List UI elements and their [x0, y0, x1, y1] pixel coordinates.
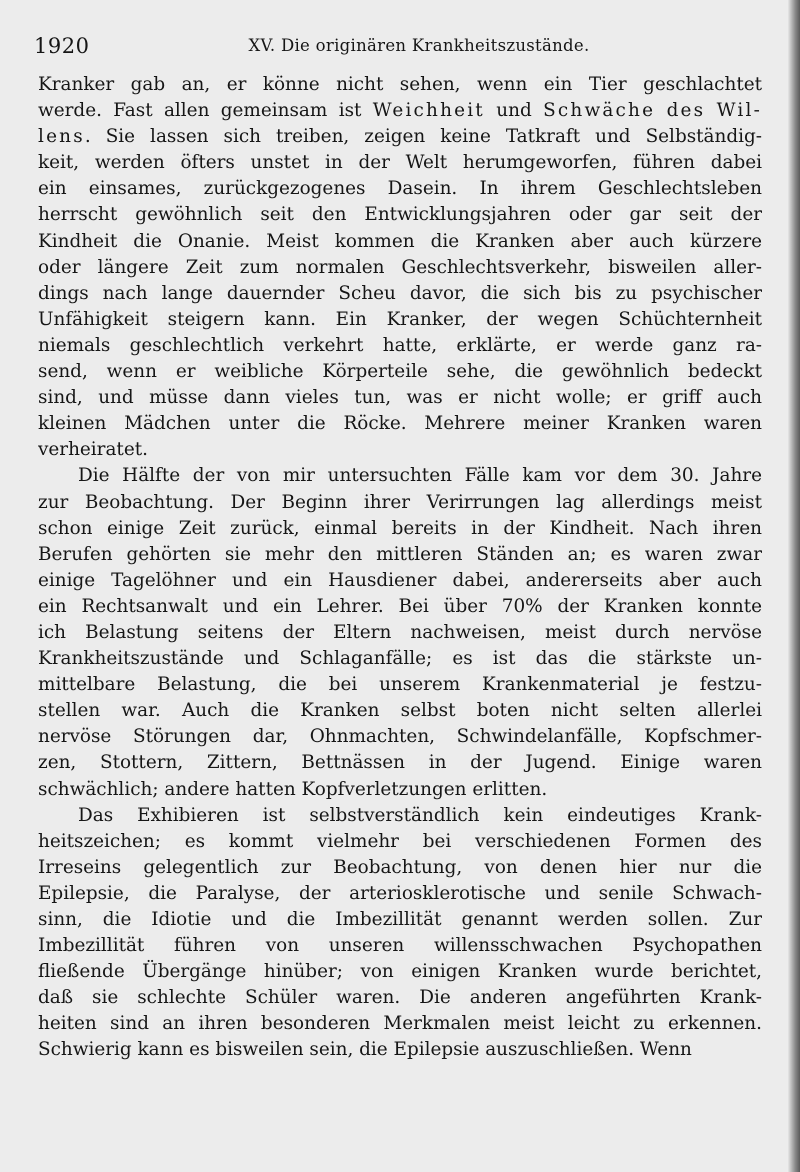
text-segment — [705, 100, 716, 121]
text-segment: herrscht gewöhnlich seit den Entwicklungsjahren oder gar seit der — [38, 204, 762, 226]
text-line — [38, 359, 762, 385]
text-segment: niemals geschlechtlich verkehrt hatte, erklärte, er werde ganz ra- — [38, 334, 762, 356]
text-line — [38, 307, 762, 333]
text-line — [38, 490, 762, 516]
paragraph — [38, 463, 762, 802]
spaced-emphasis: Weichheit — [372, 100, 485, 122]
running-head: XV. Die originären Krankheitszustände. — [248, 36, 590, 55]
paragraph — [38, 803, 762, 1064]
text-segment: Irreseins gelegentlich zur Beobachtung, von denen hier nur die — [38, 856, 762, 878]
text-segment: Berufen gehörten sie mehr den mittleren Ständen an; es waren zwar — [38, 543, 762, 565]
text-line — [38, 672, 762, 698]
page-number: 1920 — [34, 34, 90, 58]
text-line — [38, 281, 762, 307]
text-line — [38, 985, 762, 1011]
text-segment: nervöse Störungen dar, Ohnmachten, Schwindelanfälle, Kopfschmer- — [38, 726, 762, 748]
text-segment: einige Tagelöhner und ein Hausdiener dabei, andererseits aber auch — [38, 569, 762, 591]
text-segment: und — [484, 100, 544, 122]
text-line — [38, 385, 762, 411]
text-line — [38, 855, 762, 881]
body-text — [38, 72, 762, 1064]
text-line — [38, 516, 762, 542]
spaced-emphasis: des — [666, 100, 706, 122]
text-line — [38, 229, 762, 255]
text-segment: zur Beobachtung. Der Beginn ihrer Verirrungen lag allerdings meist — [38, 491, 762, 513]
page-edge-shadow — [788, 0, 800, 1172]
text-line — [38, 333, 762, 359]
text-line — [38, 176, 762, 202]
text-segment: kleinen Mädchen unter die Röcke. Mehrere meiner Kranken waren — [38, 413, 762, 435]
text-line — [38, 777, 762, 803]
text-segment: ein einsames, zurückgezogenes Dasein. In ihrem Geschlechtsleben — [38, 178, 762, 200]
text-line — [38, 98, 762, 124]
text-line — [38, 646, 762, 672]
paragraph — [38, 72, 762, 463]
text-line — [38, 1037, 762, 1063]
text-segment: keit, werden öfters unstet in der Welt herumgeworfen, führen dabei — [38, 152, 762, 174]
text-segment: Unfähigkeit steigern kann. Ein Kranker, der wegen Schüchternheit — [38, 308, 762, 330]
text-segment: . Sie lassen sich treiben, zeigen keine Tatkraft und Selbständig- — [84, 126, 762, 148]
text-segment: heitszeichen; es kommt vielmehr bei verschiedenen Formen des — [38, 830, 762, 852]
text-line — [38, 411, 762, 437]
text-segment: Die Hälfte der von mir untersuchten Fälle kam vor dem 30. Jahre — [78, 465, 762, 487]
text-line — [38, 698, 762, 724]
text-line — [38, 594, 762, 620]
text-segment: Kranker gab an, er könne nicht sehen, wenn ein Tier geschlachtet — [38, 74, 762, 95]
text-segment: ich Belastung seitens der Eltern nachweisen, meist durch nervöse — [38, 621, 762, 643]
text-segment: Das Exhibieren ist selbstverständlich kein eindeutiges Krank- — [78, 804, 762, 826]
text-segment: stellen war. Auch die Kranken selbst boten nicht selten allerlei — [38, 700, 762, 722]
text-line — [38, 437, 762, 463]
text-line — [38, 72, 762, 98]
text-line — [38, 568, 762, 594]
text-segment: Schwierig kann es bisweilen sein, die Epilepsie auszuschließen. Wenn — [38, 1039, 692, 1061]
text-line — [38, 620, 762, 646]
text-line — [38, 724, 762, 750]
text-segment: Krankheitszustände und Schlaganfälle; es ist das die stärkste un- — [38, 648, 762, 670]
text-line — [38, 750, 762, 776]
text-line — [38, 542, 762, 568]
text-line — [38, 803, 762, 829]
text-line — [38, 463, 762, 489]
text-line — [38, 124, 762, 150]
text-segment: zen, Stottern, Zittern, Bettnässen in der Jugend. Einige waren — [38, 752, 762, 774]
text-line — [38, 907, 762, 933]
text-segment: ein Rechtsanwalt und ein Lehrer. Bei über 70% der Kranken konnte — [38, 595, 762, 617]
text-segment: verheiratet. — [38, 439, 148, 461]
text-segment: Epilepsie, die Paralyse, der arteriosklerotische und senile Schwach- — [38, 882, 762, 904]
text-segment: werde. Fast allen gemeinsam ist — [38, 100, 373, 122]
text-segment: sinn, die Idiotie und die Imbezillität genannt werden sollen. Zur — [38, 909, 762, 930]
text-line — [38, 255, 762, 281]
page-header — [34, 34, 764, 58]
text-segment: oder längere Zeit zum normalen Geschlechtsverkehr, bisweilen aller- — [38, 256, 762, 278]
spaced-emphasis: lens — [38, 126, 85, 148]
spaced-emphasis: Schwäche — [543, 100, 656, 122]
text-line — [38, 1011, 762, 1037]
text-segment: sind, und müsse dann vieles tun, was er nicht wolle; er griff auch — [38, 387, 762, 409]
text-segment: Imbezillität führen von unseren willensschwachen Psychopathen — [38, 935, 762, 957]
text-line — [38, 829, 762, 855]
text-line — [38, 202, 762, 228]
text-segment: dings nach lange dauernder Scheu davor, die sich bis zu psychischer — [38, 282, 762, 304]
text-segment: daß sie schlechte Schüler waren. Die anderen angeführten Krank- — [38, 987, 762, 1009]
text-segment — [655, 100, 666, 121]
text-segment: fließende Übergänge hinüber; von einigen Kranken wurde berichtet, — [38, 961, 762, 983]
text-segment: heiten sind an ihren besonderen Merkmalen meist leicht zu erkennen. — [38, 1013, 762, 1035]
text-line — [38, 881, 762, 907]
text-segment: mittelbare Belastung, die bei unserem Krankenmaterial je festzu- — [38, 674, 762, 696]
text-segment: send, wenn er weibliche Körperteile sehe, die gewöhnlich bedeckt — [38, 361, 762, 383]
text-line — [38, 959, 762, 985]
text-segment: schwächlich; andere hatten Kopfverletzungen erlitten. — [38, 778, 548, 800]
text-line — [38, 933, 762, 959]
text-segment: Kindheit die Onanie. Meist kommen die Kranken aber auch kürzere — [38, 230, 762, 252]
spaced-emphasis: Wil- — [716, 100, 762, 122]
text-segment: schon einige Zeit zurück, einmal bereits in der Kindheit. Nach ihren — [38, 517, 762, 539]
text-line — [38, 150, 762, 176]
